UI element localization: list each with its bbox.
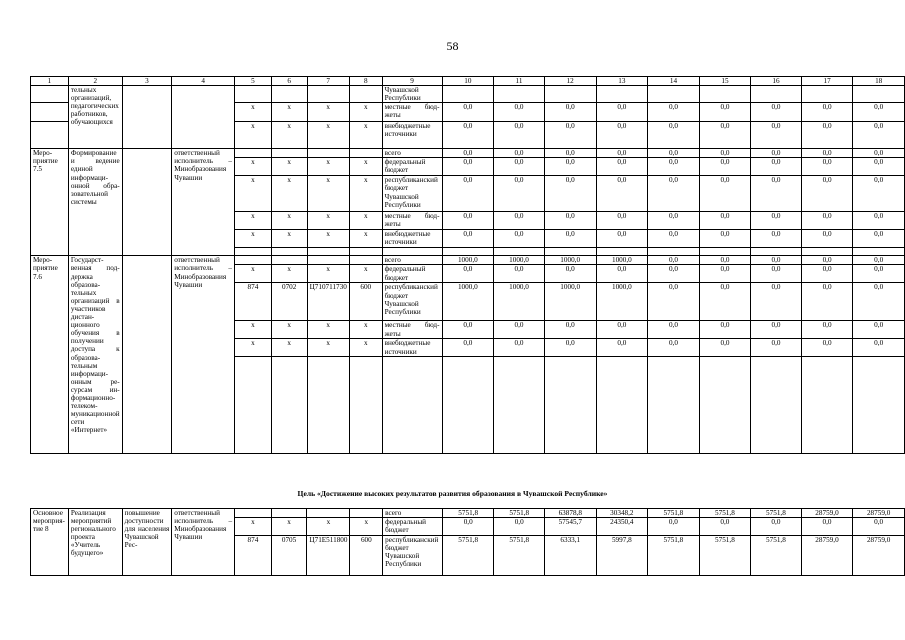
amount-cell: 0,0	[801, 149, 853, 158]
column-number: 16	[751, 77, 802, 86]
amount-cell: 1000,0	[442, 256, 494, 265]
kbk-code: x	[235, 230, 272, 248]
amount-cell: 0,0	[648, 321, 700, 339]
amount-cell: 6333,1	[544, 536, 596, 576]
amount-cell: 0,0	[494, 103, 545, 122]
kbk-code: x	[307, 212, 349, 230]
amount-cell: 0,0	[544, 212, 596, 230]
funding-source: местные бюджеты	[382, 212, 442, 230]
amount-cell: 1000,0	[596, 256, 648, 265]
responsible-executor: ответственный исполнитель – Минобразования Чувашии	[172, 509, 235, 576]
kbk-code: x	[307, 518, 350, 536]
amount-cell: 0,0	[648, 122, 700, 149]
amount-cell: 5751,8	[442, 509, 494, 518]
column-number-row	[31, 77, 905, 86]
measure-goal: повышение доступности для населения Чувашской Рес-	[122, 509, 172, 576]
kbk-code: x	[235, 103, 272, 122]
amount-cell: 0,0	[853, 339, 905, 357]
column-number: 12	[544, 77, 596, 86]
funding-source: всего	[382, 256, 442, 265]
kbk-code: x	[349, 103, 382, 122]
kbk-code	[235, 149, 272, 158]
kbk-code: x	[235, 518, 272, 536]
amount-cell: 0,0	[751, 122, 802, 149]
kbk-code: x	[271, 122, 307, 149]
funding-source: республиканский бюджет Чувашской Республики	[382, 176, 442, 212]
measure-number: Основное мероприятие 8	[31, 509, 69, 576]
amount-cell: 0,0	[544, 321, 596, 339]
amount-cell: 0,0	[751, 518, 802, 536]
amount-cell: 0,0	[801, 283, 853, 321]
amount-cell: 0,0	[751, 283, 802, 321]
amount-cell: 0,0	[442, 103, 494, 122]
amount-cell: 1000,0	[544, 283, 596, 321]
kbk-code: x	[307, 158, 349, 176]
amount-cell: 0,0	[801, 230, 853, 248]
amount-cell: 0,0	[801, 256, 853, 265]
column-number: 4	[172, 77, 235, 86]
amount-cell: 5751,8	[494, 509, 545, 518]
amount-cell: 1000,0	[596, 283, 648, 321]
amount-cell: 0,0	[751, 230, 802, 248]
column-number: 2	[68, 77, 122, 86]
amount-cell: 0,0	[853, 518, 905, 536]
funding-source: федеральный бюджет	[383, 518, 443, 536]
amount-cell: 0,0	[751, 149, 802, 158]
column-number: 3	[122, 77, 172, 86]
amount-cell: 5751,8	[699, 536, 751, 576]
kbk-code: x	[349, 230, 382, 248]
kbk-code: x	[235, 321, 272, 339]
funding-source: внебюджетные источники	[382, 339, 442, 357]
continued-title: тельных организаций, педагогических работников, обучающихся	[68, 86, 122, 149]
amount-cell: 0,0	[853, 103, 905, 122]
kbk-code: x	[349, 339, 382, 357]
amount-cell: 0,0	[596, 265, 648, 283]
amount-cell: 0,0	[544, 339, 596, 357]
column-number: 9	[382, 77, 442, 86]
table-row	[31, 149, 905, 158]
amount-cell: 5751,8	[751, 509, 802, 518]
kbk-code	[307, 149, 349, 158]
kbk-code: x	[271, 212, 307, 230]
kbk-code: x	[235, 265, 272, 283]
funding-source: местные бюджеты	[382, 321, 442, 339]
funding-source: Чувашской Республики	[382, 86, 442, 103]
amount-cell: 0,0	[442, 265, 494, 283]
amount-cell: 28759,0	[801, 509, 853, 518]
measure-number: Мероприятие 7.6	[31, 256, 69, 454]
amount-cell: 0,0	[494, 122, 545, 149]
column-number: 15	[699, 77, 751, 86]
amount-cell: 0,0	[648, 256, 700, 265]
amount-cell: 0,0	[648, 103, 700, 122]
kbk-code: x	[235, 176, 272, 212]
amount-cell: 0,0	[648, 176, 700, 212]
measure-title: Государственная поддержка образовательных организаций в участииков дистанционного обучения в получении доступа к образовательным информационным ресурсам информационно-телекоммуникационной сети «Интернет»	[68, 256, 122, 454]
amount-cell: 0,0	[801, 518, 853, 536]
amount-cell: 0,0	[801, 212, 853, 230]
amount-cell: 0,0	[596, 103, 648, 122]
table-row	[31, 509, 905, 518]
amount-cell: 63878,8	[544, 509, 596, 518]
amount-cell: 0,0	[751, 176, 802, 212]
amount-cell: 0,0	[442, 212, 494, 230]
amount-cell: 28759,0	[801, 536, 853, 576]
amount-cell: 0,0	[853, 212, 905, 230]
amount-cell: 28759,0	[853, 536, 905, 576]
amount-cell: 0,0	[699, 176, 751, 212]
amount-cell: 0,0	[699, 212, 751, 230]
kbk-code	[349, 256, 382, 265]
column-number: 1	[31, 77, 69, 86]
funding-source: федеральный бюджет	[382, 158, 442, 176]
amount-cell: 5751,8	[494, 536, 545, 576]
amount-cell: 0,0	[544, 230, 596, 248]
amount-cell: 0,0	[544, 103, 596, 122]
amount-cell: 0,0	[494, 176, 545, 212]
kbk-code: x	[271, 321, 307, 339]
kbk-code	[307, 509, 350, 518]
measure-number: Мероприятие 7.5	[31, 149, 69, 256]
amount-cell: 0,0	[801, 103, 853, 122]
amount-cell: 0,0	[751, 256, 802, 265]
amount-cell: 0,0	[853, 176, 905, 212]
kbk-code	[271, 509, 307, 518]
amount-cell: 0,0	[853, 149, 905, 158]
amount-cell: 0,0	[544, 265, 596, 283]
amount-cell: 0,0	[494, 149, 545, 158]
amount-cell: 0,0	[801, 265, 853, 283]
kbk-code	[235, 509, 272, 518]
amount-cell: 0,0	[699, 158, 751, 176]
funding-source: всего	[383, 509, 443, 518]
amount-cell: 0,0	[751, 158, 802, 176]
funding-source: республиканский бюджет Чувашской Республики	[383, 536, 443, 576]
amount-cell: 0,0	[494, 339, 545, 357]
amount-cell: 0,0	[853, 321, 905, 339]
amount-cell: 0,0	[442, 176, 494, 212]
amount-cell: 28759,0	[853, 509, 905, 518]
funding-source: внебюджетные источники	[382, 230, 442, 248]
column-number: 10	[442, 77, 494, 86]
amount-cell: 0,0	[751, 265, 802, 283]
amount-cell: 0,0	[648, 158, 700, 176]
kbk-code	[349, 149, 382, 158]
amount-cell: 0,0	[648, 212, 700, 230]
funding-source: местные бюджеты	[382, 103, 442, 122]
measure-title: Формирование и ведение единой информационной образовательной системы	[68, 149, 122, 256]
kbk-code: x	[235, 122, 272, 149]
amount-cell: 0,0	[494, 265, 545, 283]
amount-cell: 0,0	[751, 103, 802, 122]
amount-cell: 1000,0	[494, 256, 545, 265]
amount-cell: 0,0	[494, 158, 545, 176]
amount-cell: 0,0	[494, 321, 545, 339]
amount-cell: 0,0	[596, 212, 648, 230]
column-number: 18	[853, 77, 905, 86]
amount-cell: 0,0	[853, 122, 905, 149]
amount-cell: 0,0	[853, 230, 905, 248]
column-number: 6	[271, 77, 307, 86]
kbk-code: x	[349, 176, 382, 212]
amount-cell: 5751,8	[699, 509, 751, 518]
amount-cell: 0,0	[596, 321, 648, 339]
kbk-code: x	[235, 212, 272, 230]
kbk-code: x	[307, 230, 349, 248]
page-number: 58	[446, 39, 459, 53]
amount-cell: 1000,0	[442, 283, 494, 321]
amount-cell: 0,0	[699, 103, 751, 122]
goal-heading: Цель «Достижение высоких результатов развития образования в Чувашской Республике»	[297, 489, 608, 498]
amount-cell: 0,0	[648, 149, 700, 158]
amount-cell: 1000,0	[544, 256, 596, 265]
amount-cell: 0,0	[596, 176, 648, 212]
column-number: 7	[307, 77, 349, 86]
amount-cell: 0,0	[751, 339, 802, 357]
kbk-code: x	[271, 339, 307, 357]
amount-cell: 0,0	[544, 176, 596, 212]
amount-cell: 0,0	[648, 230, 700, 248]
amount-cell: 0,0	[699, 149, 751, 158]
kbk-code	[235, 256, 272, 265]
kbk-code: x	[349, 122, 382, 149]
kbk-code: x	[349, 212, 382, 230]
column-number: 14	[648, 77, 700, 86]
amount-cell: 0,0	[442, 149, 494, 158]
amount-cell: 0,0	[544, 122, 596, 149]
amount-cell: 0,0	[801, 122, 853, 149]
kbk-code: x	[349, 158, 382, 176]
program-table-goal	[30, 508, 905, 576]
kbk-code: x	[271, 230, 307, 248]
column-number: 17	[801, 77, 853, 86]
amount-cell: 0,0	[699, 122, 751, 149]
kbk-code: x	[349, 265, 382, 283]
responsible-executor: ответственный исполнитель – Минобразования Чувашии	[172, 149, 235, 256]
amount-cell: 57545,7	[544, 518, 596, 536]
table-row	[31, 256, 905, 265]
kbk-code: 874	[235, 283, 272, 321]
kbk-code: 600	[350, 536, 383, 576]
amount-cell: 0,0	[751, 212, 802, 230]
funding-source: внебюджетные источники	[382, 122, 442, 149]
amount-cell: 0,0	[648, 518, 700, 536]
column-number: 11	[494, 77, 545, 86]
amount-cell: 0,0	[853, 256, 905, 265]
kbk-code: x	[307, 321, 349, 339]
amount-cell: 0,0	[648, 283, 700, 321]
amount-cell: 0,0	[442, 339, 494, 357]
column-number: 5	[235, 77, 272, 86]
measure-title: Реализация мероприятий регионального проекта «Учитель будущего»	[68, 509, 122, 576]
amount-cell: 5751,8	[751, 536, 802, 576]
amount-cell: 0,0	[544, 158, 596, 176]
amount-cell: 0,0	[699, 265, 751, 283]
kbk-code	[271, 149, 307, 158]
funding-source: всего	[382, 149, 442, 158]
kbk-code: x	[307, 103, 349, 122]
amount-cell: 5751,8	[648, 536, 700, 576]
amount-cell: 0,0	[853, 158, 905, 176]
kbk-code: x	[307, 265, 349, 283]
amount-cell: 0,0	[699, 283, 751, 321]
kbk-code: x	[307, 339, 349, 357]
kbk-code: x	[235, 158, 272, 176]
amount-cell: 0,0	[596, 122, 648, 149]
kbk-code	[350, 509, 383, 518]
amount-cell: 0,0	[442, 321, 494, 339]
kbk-code: x	[271, 518, 307, 536]
amount-cell: 0,0	[801, 339, 853, 357]
funding-source: федеральный бюджет	[382, 265, 442, 283]
amount-cell: 0,0	[544, 149, 596, 158]
kbk-code	[307, 256, 349, 265]
kbk-code: x	[307, 122, 349, 149]
amount-cell: 0,0	[801, 176, 853, 212]
kbk-code	[271, 256, 307, 265]
responsible-executor: ответственный исполнитель – Минобразования Чувашии	[172, 256, 235, 454]
amount-cell: 0,0	[494, 212, 545, 230]
amount-cell: 0,0	[596, 339, 648, 357]
amount-cell: 0,0	[699, 518, 751, 536]
table-row	[31, 86, 905, 103]
amount-cell: 0,0	[442, 518, 494, 536]
amount-cell: 0,0	[853, 265, 905, 283]
amount-cell: 0,0	[494, 518, 545, 536]
amount-cell: 0,0	[442, 158, 494, 176]
kbk-code: 0702	[271, 283, 307, 321]
amount-cell: 5751,8	[648, 509, 700, 518]
kbk-code: Ц71Е511800	[307, 536, 350, 576]
amount-cell: 0,0	[699, 339, 751, 357]
column-number: 13	[596, 77, 648, 86]
amount-cell: 0,0	[596, 149, 648, 158]
kbk-code: 874	[235, 536, 272, 576]
amount-cell: 0,0	[699, 256, 751, 265]
amount-cell: 5751,8	[442, 536, 494, 576]
column-number: 8	[349, 77, 382, 86]
amount-cell: 0,0	[596, 230, 648, 248]
amount-cell: 0,0	[596, 158, 648, 176]
amount-cell: 0,0	[699, 321, 751, 339]
amount-cell: 0,0	[494, 230, 545, 248]
kbk-code: x	[350, 518, 383, 536]
amount-cell: 24350,4	[596, 518, 648, 536]
kbk-code: x	[271, 265, 307, 283]
kbk-code: x	[271, 103, 307, 122]
kbk-code: x	[271, 158, 307, 176]
amount-cell: 0,0	[648, 265, 700, 283]
amount-cell: 0,0	[853, 283, 905, 321]
amount-cell: 0,0	[801, 321, 853, 339]
amount-cell: 0,0	[442, 122, 494, 149]
amount-cell: 1000,0	[494, 283, 545, 321]
program-table	[30, 76, 905, 454]
amount-cell: 0,0	[442, 230, 494, 248]
kbk-code: x	[349, 321, 382, 339]
kbk-code: 600	[349, 283, 382, 321]
amount-cell: 5997,8	[596, 536, 648, 576]
amount-cell: 0,0	[699, 230, 751, 248]
kbk-code: x	[307, 176, 349, 212]
amount-cell: 0,0	[648, 339, 700, 357]
kbk-code: x	[235, 339, 272, 357]
amount-cell: 0,0	[751, 321, 802, 339]
kbk-code: x	[271, 176, 307, 212]
funding-source: республиканский бюджет Чувашской Республики	[382, 283, 442, 321]
amount-cell: 30348,2	[596, 509, 648, 518]
kbk-code: 0705	[271, 536, 307, 576]
kbk-code: Ц710711730	[307, 283, 349, 321]
amount-cell: 0,0	[801, 158, 853, 176]
